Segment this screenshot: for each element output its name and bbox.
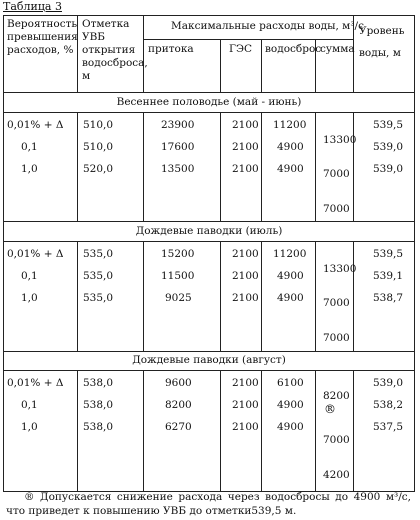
cell-sum: 13300 xyxy=(323,134,357,146)
cell-sum: 7000 xyxy=(323,434,350,446)
cell-uvb: 538,0 xyxy=(83,377,114,389)
cell-probability: 1,0 xyxy=(21,163,38,175)
cell-inflow: 15200 xyxy=(161,248,195,260)
section-title: Дождевые паводки (июль) xyxy=(135,225,283,237)
cell-level: 539,0 xyxy=(373,141,404,153)
cell-level: 537,5 xyxy=(373,421,404,433)
cell-sum: 7000 xyxy=(323,332,350,344)
cell-sum: 13300 xyxy=(323,263,357,275)
cell-probability: 0,01% + Δ xyxy=(7,248,64,260)
section-title: Весеннее половодье (май - июнь) xyxy=(116,96,302,108)
cell-spillway: 4900 xyxy=(277,270,304,282)
cell-uvb: 535,0 xyxy=(83,292,114,304)
cell-sum: 4200 xyxy=(323,469,350,481)
header-max-discharge: Максимальные расходы воды, м³/с xyxy=(171,20,364,32)
cell-probability: 0,1 xyxy=(21,270,38,282)
cell-hpp: 2100 xyxy=(232,119,259,131)
header-uvb-mark: Отметка УВБ открытия водосброса, м xyxy=(82,18,148,82)
cell-sum: 7000 xyxy=(323,168,350,180)
cell-level: 538,2 xyxy=(373,399,404,411)
cell-inflow: 9025 xyxy=(165,292,192,304)
cell-sum: 8200 xyxy=(323,390,350,402)
cell-level: 539,1 xyxy=(373,270,404,282)
cell-hpp: 2100 xyxy=(232,141,259,153)
cell-inflow: 13500 xyxy=(161,163,195,175)
table-footnote xyxy=(6,490,411,518)
header-hpp: ГЭС xyxy=(229,43,253,55)
cell-spillway: 11200 xyxy=(273,119,307,131)
cell-uvb: 538,0 xyxy=(83,421,114,433)
cell-uvb: 538,0 xyxy=(83,399,114,411)
cell-level: 539,5 xyxy=(373,248,404,260)
cell-inflow: 17600 xyxy=(161,141,195,153)
cell-probability: 0,1 xyxy=(21,399,38,411)
cell-level: 539,5 xyxy=(373,119,404,131)
cell-spillway: 4900 xyxy=(277,292,304,304)
cell-spillway: 4900 xyxy=(277,399,304,411)
cell-inflow: 8200 xyxy=(165,399,192,411)
cell-probability: 1,0 xyxy=(21,292,38,304)
cell-hpp: 2100 xyxy=(232,248,259,260)
cell-hpp: 2100 xyxy=(232,377,259,389)
cell-level: 539,0 xyxy=(373,377,404,389)
cell-uvb: 510,0 xyxy=(83,119,114,131)
header-probability: Вероятность превышения расходов, % xyxy=(7,18,78,56)
header-water-level: Уровень воды, м xyxy=(359,25,405,59)
cell-hpp: 2100 xyxy=(232,399,259,411)
cell-spillway: 11200 xyxy=(273,248,307,260)
cell-uvb: 535,0 xyxy=(83,270,114,282)
cell-spillway: 6100 xyxy=(277,377,304,389)
cell-uvb: 520,0 xyxy=(83,163,114,175)
cell-inflow: 11500 xyxy=(161,270,195,282)
cell-spillway: 4900 xyxy=(277,421,304,433)
cell-spillway: 4900 xyxy=(277,163,304,175)
table-grid-lines xyxy=(3,15,415,492)
cell-level: 539,0 xyxy=(373,163,404,175)
header-sum: сумма xyxy=(320,43,355,55)
cell-hpp: 2100 xyxy=(232,163,259,175)
cell-level: 538,7 xyxy=(373,292,404,304)
cell-hpp: 2100 xyxy=(232,292,259,304)
cell-hpp: 2100 xyxy=(232,270,259,282)
header-spillway: водосброс xyxy=(265,43,322,55)
cell-spillway: 4900 xyxy=(277,141,304,153)
cell-hpp: 2100 xyxy=(232,421,259,433)
table-caption: Таблица 3 xyxy=(3,0,62,13)
flood-discharge-table xyxy=(3,15,415,492)
cell-probability: 0,01% + Δ xyxy=(7,377,64,389)
cell-inflow: 9600 xyxy=(165,377,192,389)
footnote-text: ® Допускается снижение расхода через водосбросы до 4900 м³/с, что приведет к повышению УВБ до отметки539,5 м. xyxy=(6,491,411,517)
cell-probability: 0,01% + Δ xyxy=(7,119,64,131)
footnote-marker: ® xyxy=(324,402,336,416)
cell-inflow: 23900 xyxy=(161,119,195,131)
cell-inflow: 6270 xyxy=(165,421,192,433)
cell-sum: 7000 xyxy=(323,297,350,309)
cell-probability: 0,1 xyxy=(21,141,38,153)
cell-probability: 1,0 xyxy=(21,421,38,433)
header-inflow: притока xyxy=(148,43,194,55)
cell-sum: 7000 xyxy=(323,203,350,215)
cell-uvb: 510,0 xyxy=(83,141,114,153)
section-title: Дождевые паводки (август) xyxy=(132,354,286,366)
cell-uvb: 535,0 xyxy=(83,248,114,260)
